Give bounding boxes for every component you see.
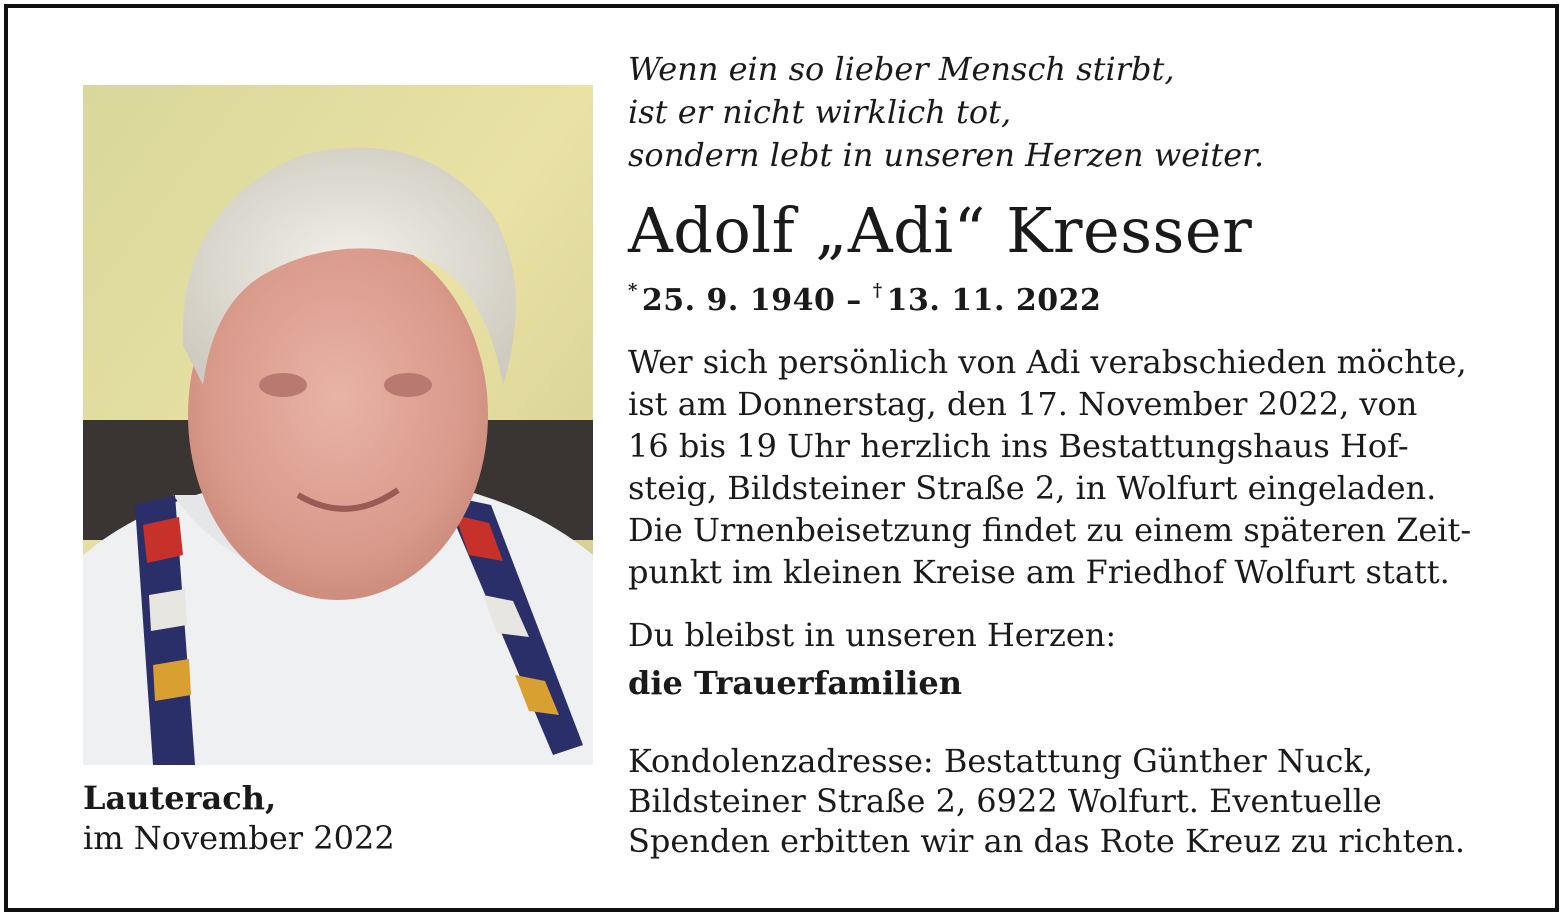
announcement-line: punkt im kleinen Kreise am Friedhof Wolfurt statt. bbox=[628, 553, 1450, 591]
condolence-line: Kondolenzadresse: Bestattung Günther Nuck, bbox=[628, 742, 1373, 780]
obituary-frame bbox=[4, 4, 1559, 912]
announcement-line: steig, Bildsteiner Straße 2, in Wolfurt eingeladen. bbox=[628, 469, 1437, 507]
announcement-line: ist am Donnerstag, den 17. November 2022, von bbox=[628, 385, 1418, 423]
announcement-line: Wer sich persönlich von Adi verabschieden möchte, bbox=[628, 343, 1467, 381]
death-date: 13. 11. 2022 bbox=[886, 283, 1102, 318]
deceased-name: Adolf „Adi“ Kresser bbox=[628, 194, 1253, 267]
announcement-line: Die Urnenbeisetzung findet zu einem späteren Zeit- bbox=[628, 511, 1472, 549]
birth-date: 25. 9. 1940 bbox=[641, 283, 836, 318]
announcement-line: 16 bis 19 Uhr herzlich ins Bestattungshaus Hof- bbox=[628, 427, 1409, 465]
condolence-line: Spenden erbitten wir an das Rote Kreuz zu richten. bbox=[628, 822, 1466, 860]
portrait-photo bbox=[83, 85, 593, 765]
memorial-quote bbox=[628, 48, 1523, 177]
place-date: im November 2022 bbox=[83, 819, 395, 857]
portrait-image bbox=[83, 85, 593, 765]
obituary-text bbox=[628, 48, 1523, 861]
quote-line: ist er nicht wirklich tot, bbox=[628, 93, 1012, 131]
condolence-address bbox=[628, 741, 1523, 861]
life-dates bbox=[628, 273, 1523, 319]
farewell-line: Du bleibst in unseren Herzen: bbox=[628, 616, 1117, 654]
birth-symbol: * bbox=[628, 280, 638, 301]
family-signature: die Trauerfamilien bbox=[628, 664, 963, 702]
death-symbol: † bbox=[872, 280, 883, 301]
condolence-line: Bildsteiner Straße 2, 6922 Wolfurt. Eventuelle bbox=[628, 782, 1382, 820]
quote-line: sondern lebt in unseren Herzen weiter. bbox=[628, 136, 1265, 174]
date-separator: – bbox=[846, 283, 862, 318]
place-date-block bbox=[83, 778, 395, 858]
announcement-paragraph bbox=[628, 341, 1523, 593]
place-town: Lauterach, bbox=[83, 779, 277, 817]
quote-line: Wenn ein so lieber Mensch stirbt, bbox=[628, 50, 1175, 88]
